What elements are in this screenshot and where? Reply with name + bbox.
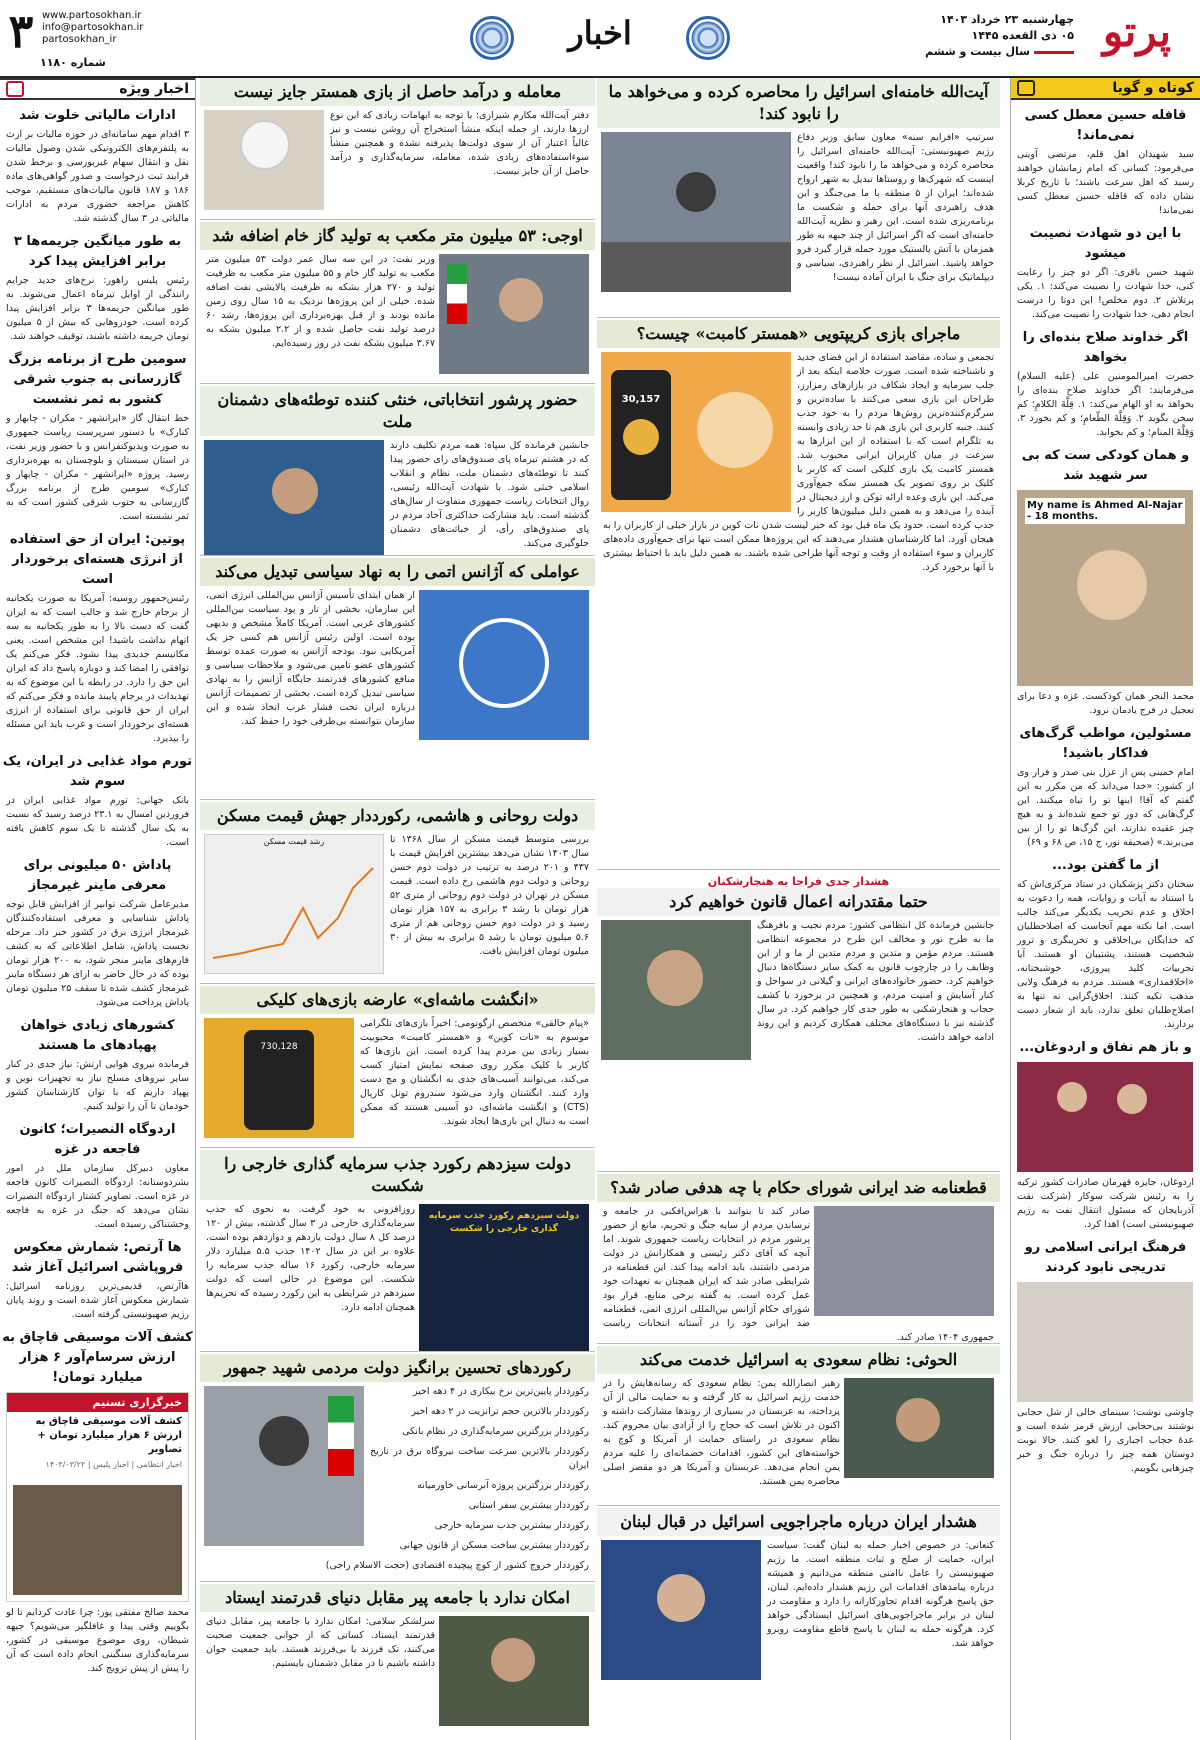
chart-line [213, 868, 373, 958]
special-text: بانک جهانی: تورم مواد غذایی ایران در فروردین امسال به ۲۳.۱ درصد رسید که نسبت به یک سال گذشته تا یک سوم کاهش یافته است. [6, 795, 189, 848]
short-text: امام خمینی پس از عزل بنی صدر و فرار وی از کشور: «خدا می‌داند که من مکرر به این گفتم که آقا! اینها تو را تباه میکنند. این گرگ‌هایی که دور تو جمع شده‌اند و به هیچ چیز عقیده ندارند، این گرگ‌ها تو را از بین می‌برند.» (صحیفه نور، ج ۱۵، ص ۶۸ و ۶۹) [1017, 767, 1194, 848]
short-headline[interactable]: با این دو شهادت نصیبت میشود [1029, 226, 1182, 261]
instruments-photo [13, 1485, 182, 1595]
special-text: رئیس پلیس راهور: نرخ‌های جدید جرایم رانندگی از اوایل تیرماه اعمال می‌شوند. به طور میانگین جریمه‌ها ۳ برابر افزایش پیدا کرده است. خودروهایی که بیش از ۵ میلیون تومان جریمه داشته باشند، توقیف خواهند شد. [6, 275, 190, 342]
special-headline[interactable]: اردوگاه النصیرات؛ کانون فاجعه در غزه [19, 1122, 176, 1157]
article-houthi [597, 1346, 1000, 1506]
kicker: هشدار جدی فراجا به هنجارشکنان [707, 875, 890, 888]
phone-score: 730,128 [260, 1042, 298, 1052]
short-text: سخنان دکتر پزشکیان در ستاد مرکزی‌اش که با استناد به آیات و روایات، همه را دعوت به اخلاق و عدم تخریب یکدیگر می‌کند جالب است. اما نکته مهم آنجاست که اصلاحطلبان که خدایگان بی‌اخلاقی و تخریبگری و ترور شخصیت هستند، پشتیبان او هستند. آیا تجربیات کلید پیروزی، خوشبختانه، «اخلاقمداری» هستند. مردم به فرهنگ ولایی مذهب تکیه کنند. اخلاق‌گرایی نه تنها به اصلاح‌طلبان تعلق ندارد، باید از شعار دست بردارند. [1017, 879, 1194, 1030]
tasnim-title[interactable]: کشف آلات موسیقی قاچاق به ارزش ۶ هزار میلیارد تومان + تصاویر [35, 1416, 182, 1455]
left-sidebar-header: اخبار ویژه [0, 78, 195, 100]
website-link[interactable]: www.partosokhan.ir [42, 10, 142, 21]
date-hijri: ۰۵ ذی القعده ۱۴۴۵ [971, 29, 1074, 42]
article-body: سرتیپ «افرایم سنه» معاون سابق وزیر دفاع رژیم صهیونیستی: آیت‌الله خامنه‌ای اسرائیل را محاصره کرده و می‌خواهد ما را نابود کند! واقعیت اینست که شهرک‌ها و روستاها تبدیل به شهر ارواح شده‌اند؛ ایران از ۵ منطقه با ما می‌جنگد و این هدف راهبردی آنها برای حمله و شکست ما برنامه‌ریزی شده است. این رهبر و نظریه آیت‌الله خامنه‌ای است که اگر اسرائیل از چند جبهه به طور همزمان با آتش بالستیک مورد حمله قرار گیرد فرو خواهد پاشید. اسرائیل از نظر راهبردی، سیاسی و دیپلماتیک برای جنگ با ایران آماده نیست! [797, 132, 994, 283]
headline[interactable]: حتما مقتدرانه اعمال قانون خواهیم کرد [597, 888, 1000, 916]
contact-block [42, 10, 172, 46]
crowd [601, 242, 791, 292]
article-raisi [200, 1354, 595, 1582]
tasnim-brand: خبرگزاری تسنیم [7, 1393, 188, 1412]
article-body: روزافزونی به خود گرفت. به نحوی که جذب سرمایه‌گذاری خارجی در ۳ سال گذشته، بیش از ۱۲۰ درصد کل ۸ سال دولت یازدهم و دوازدهم بوده است. علاوه بر این در سال ۱۴۰۲ جذب ۵.۵ میلیارد دلار سرمایه خارجی، رکورد ۱۶ ساله جذب سرمایه را شکست. این موضوع در حالی است که دولت سیزدهم در شرایطی به این رکورد رسیده که تحریم‌ها همچنان ادامه دارد. [206, 1204, 416, 1313]
short-text: شهید حسن باقری: اگر دو چیز را رعایت کنی، خدا شهادت را نصیبت می‌کند: ۱. یکی پرتلاش ۲. دوم مخلص! این دوتا را درست انجام دهی، خدا شهادت را نصیبت می‌کند. [1017, 267, 1194, 320]
person-figure [499, 278, 543, 322]
headline[interactable]: حضور پرشور انتخاباتی، خنثی کننده توطئه‌های دشمنان ملت [200, 386, 595, 436]
housing-chart [204, 834, 384, 974]
special-text: مدیرعامل شرکت توانیر از افزایش قابل توجه پاداش شناسایی و معرفی استفاده‌کنندگان غیرمجاز انرژی برق در کشور خبر داد. مرحله نخست پاداش، شامل اطلاعاتی که به کشف فارم‌های ماینر منجر شود، به ۲۰۰ هزار تومان بوده که در حال حاضر به ازای هر دستگاه ماینر غیرمجاز کشف شده تا سقف ۲۵ میلیون تومان پاداش پرداخت می‌شود. [6, 899, 190, 1008]
person-figure [491, 1638, 535, 1682]
article-body: بررسی متوسط قیمت مسکن از سال ۱۳۶۸ تا سال ۱۴۰۳ نشان می‌دهد بیشترین افزایش قیمت با ۴۳۷ و ۲۰۱ درصد به ترتیب در دولت دوم حسن روحانی و دولت دوم هاشمی رخ داده است. قیمت مسکن در تهران در دولت دوم روحانی از متری ۵۲ هزار تومان با رشد ۳ برابری به ۱۵۷ هزار تومان رسید و در دولت دوم حسن روحانی هم از متری ۵.۶ میلیون تومان با رشد ۵ برابری به بیش از ۳۰ میلیون تومان افزایش یافت. [390, 834, 589, 957]
article-hozoor [200, 386, 595, 556]
article-salami [200, 1584, 595, 1740]
special-headline[interactable]: پاداش ۵۰ میلیونی برای معرفی ماینر غیرمجاز [23, 858, 172, 893]
article-body: جانشین فرمانده کل انتظامی کشور: مردم نجیب و بافرهنگ ما به طرح نور و مخالف این طرح در مجموعه انتظامی هستند. مردم مؤمن و متدین و مردم متدین از ما و از این وظایف را در چارچوب قانون به کمک سایر دستگاه‌ها دنبال خواهیم کرد. حضور خانواده‌های ایرانی و گیلانی در سواحل و کنار آسایش و امنیت مردم، و همچنین در برخورد با کشف حجاب و هنجارشکنی به طور جدی کار خواهیم کرد. در سال گذشته نیز با دستگاه‌های مختلف همکاری کردیم و این روند ادامه خواهد داشت. [757, 920, 994, 1043]
short-headline[interactable]: فرهنگ ایرانی اسلامی رو تدریجی نابود کردند [1024, 1240, 1187, 1275]
child-face [1077, 550, 1147, 620]
person-figure [1057, 1082, 1087, 1112]
headline[interactable]: دولت سیزدهم رکورد جذب سرمایه گذاری خارجی را شکست [200, 1150, 595, 1200]
article-body: تجمعی و ساده، مقاصد استفاده از این فضای جدید و ناشناخته شده است. صورت خلاصه اینکه بعد از جلب سرمایه و ایجاد شکاف در بازارهای رمزارز، طراحان این بازی سعی می‌کنند با ساده‌ترین و سرگرم‌کننده‌ترین روش‌ها مردم را به خود جذب کنند. جنبه کاربری این بازی هم تا حد زیادی وابسته به تلگرام است که با استفاده از این ابزارها به سرعت در میان کاربران ایرانی محبوب شد. همستر کامبت یک بازی کلیکی است که کاربر با کلیک بر روی تصویر یک همستر سکه جمع‌آوری می‌کند. این بازی وعده ارائه توکن و ارز دیجیتال در آینده را می‌دهد و به همین دلیل میلیون‌ها کاربر را جذب کرده است. حدود یک ماه قبل بود که خبر لیست شدن نات کوین در بازار خیلی از کاربران را به هیجان آورد. اما کارشناسان هشدار می‌دهند که این پروژه‌ها ممکن است تنها برای جمع‌آوری داده‌های کاربران و سوء استفاده از وقت و توجه آنها طراحی شده باشند. به همین دلیل باید با احتیاط بیشتری با آنها برخورد کرد. [603, 352, 994, 573]
article-angosht [200, 986, 595, 1148]
headline[interactable]: قطعنامه ضد ایرانی شورای حکام با چه هدفی صادر شد؟ [597, 1174, 1000, 1202]
record-item: رکورددار بالاترین سرعت ساخت نیروگاه برق در تاریخ ایران [370, 1446, 589, 1471]
record-item: رکورددار خروج کشور از کوچ پیچیده اقتصادی (حجت الاسلام راجی) [325, 1560, 589, 1571]
short-headline[interactable]: مسئولین، مواظب گرگ‌های فداکار باشید! [1019, 726, 1192, 761]
headline[interactable]: رکوردهای تحسین برانگیز دولت مردمی شهید جمهور [200, 1354, 595, 1382]
phone-finger-image [204, 1018, 354, 1138]
tasnim-meta: اخبار انتظامی | اخبار پلیس | ۱۴۰۳/۰۳/۲۲ [45, 1460, 182, 1469]
article-qatnameh [597, 1174, 1000, 1344]
person-figure [272, 468, 318, 514]
left-sidebar [0, 78, 196, 1740]
special-headline[interactable]: کشف آلات موسیقی قاچاق به ارزش سرسام‌آور ۶ هزار میلیارد تومان! [2, 1330, 193, 1385]
article-owji [200, 222, 595, 384]
ornament-icon [686, 16, 730, 60]
ornament-icon [470, 16, 514, 60]
article-body: سرلشکر سلامی: امکان ندارد با جامعه پیر، مقابل دنیای قدرتمند ایستاد. کسانی که از جوانی جمعیت صحبت می‌کنند، تک فرزند یا بی‌فرزند هستند. باید جمعیت جوان داشته باشیم تا در مقابل دشمنان بایستیم. [206, 1616, 435, 1669]
article-crypto [597, 320, 1000, 870]
headline[interactable]: الحوثی: نظام سعودی به اسرائیل خدمت می‌کند [597, 1346, 1000, 1374]
social-handle[interactable]: partosokhan_ir [42, 34, 117, 45]
person-figure [647, 950, 703, 1006]
masthead [0, 0, 1200, 78]
section-title: اخبار [568, 14, 632, 52]
housing-line-chart [204, 848, 383, 968]
red-bar [1034, 51, 1074, 54]
tasnim-screenshot [6, 1392, 189, 1602]
headline[interactable]: هشدار ایران درباره ماجراجویی اسرائیل در قبال لبنان [597, 1508, 1000, 1536]
person-figure [259, 1416, 309, 1466]
short-text: چاوشی نوشت: سینمای خالی از شل حجابی نوشتند بی‌حجابی ارزش قرمز شده است و عدهٔ حجاب اجباری را لغو کنند. حالا نوبت دوستان همه چیز را درباره جنگ و خبر چیزهایی بگوییم. [1017, 1407, 1194, 1474]
short-headline[interactable]: اگر خداوند صلاح بنده‌ای را بخواهد [1022, 330, 1189, 365]
short-text: اردوغان، جایزه قهرمان صادرات کشور ترکیه را به رئیس شرکت سوکار (شرکت نفت آذربایجان که مسئول انتقال نفت به رژیم صهیونیستی است) اهدا کرد. [1017, 1177, 1194, 1230]
article-body: دفتر آیت‌الله مکارم شیرازی: با توجه به ابهامات زیادی که این نوع ارزها دارند، از جمله اینکه منشأ استخراج آن روشن نیست و نیز غالباً اعتبار آن از سوی دولت‌ها پذیرفته نشده و همچنین منشأ سوءاستفاده‌های زیادی شده، معامله، سرمایه‌گذاری و درآمد حاصل از آن جایز نیست. [330, 110, 589, 177]
person-figure [657, 1574, 705, 1622]
short-headline[interactable]: و همان کودکی ست که بی سر شهید شد [1021, 448, 1190, 483]
short-text: سید شهیدان اهل قلم، مرتضی آوینی می‌فرمود: کسانی که امام زمانشان خواهند رسید که اهل سرعت باشند؛ با تاریخ کربلا نشان داده که قافله حسین معطل کسی نمی‌ماند! [1017, 149, 1194, 216]
iaea-meeting-photo [814, 1206, 994, 1316]
hamster-figure [697, 392, 773, 468]
special-text: معاون دبیرکل سازمان ملل در امور بشردوستانه: اردوگاه النصیرات کانون فاجعه در غزه است. تصاویر کشتار اردوگاه النصیرات نشان می‌دهد که جنگ در غزه به فاجعه وحشتناکی رسیده است. [6, 1163, 189, 1230]
un-emblem-icon [459, 618, 549, 708]
article-lebanon [597, 1508, 1000, 1740]
person-figure [1117, 1084, 1147, 1114]
cinema-photo [1017, 1282, 1193, 1402]
article-khamenei [597, 78, 1000, 318]
phone-score: 30,157 [621, 394, 661, 405]
person-figure [676, 172, 716, 212]
headline[interactable]: اوجی: ۵۳ میلیون متر مکعب به تولید گاز خام اضافه شد [200, 222, 595, 250]
special-text: محمد صالح مفتقی پور: چرا عادت کردایم تا لو بگوییم وقتی پیدا و غافلگیر می‌شویم؟ جیهه شیطان، روی موضوع موسیقی در کشور، سرمایه‌گذاری سنگینی انجام داده است که آن را پیش از پیش ترویج کند. [6, 1607, 189, 1674]
right-sidebar-header: کوتاه و گویا [1011, 78, 1200, 100]
short-headline[interactable]: قافله حسین معطل کسی نمی‌ماند! [1024, 108, 1187, 143]
note-icon [1017, 80, 1035, 96]
headline[interactable]: دولت روحانی و هاشمی، رکورددار جهش قیمت مسکن [200, 802, 595, 830]
date-block [924, 12, 1074, 60]
special-text: فرمانده نیروی هوایی ارتش: نیاز جدی در کنار سایر نیروهای مسلح نیاز به تجهیزات نوین و پهپاد داریم که با توان کارشناسان کشور خودمان تا آن را تولید کنیم. [6, 1059, 189, 1112]
volume-line: سال بیست و ششم [924, 44, 1074, 60]
article-police [597, 872, 1000, 1172]
record-item: رکورددار پایین‌ترین نرخ بیکاری در ۴ دهه اخیر [412, 1386, 589, 1397]
checkmark-icon [6, 81, 24, 97]
special-text: هاآرتص، قدیمی‌ترین روزنامه اسرائیل: شمارش معکوس آغاز شده است و روند پایان رژیم صهیونیستی گرفته است. [6, 1281, 189, 1320]
special-headline[interactable]: ادارات مالیاتی خلوت شد [19, 108, 176, 123]
short-text: حضرت امیرالمومنین علی (علیه السلام) می‌فرمایند: اگر خداوند صلاح بنده‌ای را بخواهد به او الهام می‌کند: ۱. قِلَّةَ الکلامِ؛ کم سخن بگوید ۲. وَقِلَّةَ الطّعامِ؛ و کم بخورد ۳. وَقِلَّةَ المنام؛ و کم بخوابد. [1017, 371, 1194, 438]
investment-infographic [419, 1204, 589, 1352]
phone-graphic [611, 370, 671, 500]
short-headline[interactable]: از ما گفتن بود... [1052, 858, 1159, 873]
record-item: رکورددار بزرگترین پروژه آبرسانی خاورمیانه [417, 1480, 589, 1491]
article-body: رهبر انصارالله یمن: نظام سعودی که رسانه‌هایش را در خدمت رژیم اسرائیل به کار گرفته و به حمایت مالی از آن پرداخته، به عربستان در بسیاری از روندها مشارکت داشته و اکنون در تلاش است که حجاج را از آزادی بیان محروم کند. نظام سعودی در راستای حمایت از آمریکا و کوچ به خواسته‌های این کشور، اقدامات خصمانه‌ای را علیه مردم یمن انجام می‌دهد. عربستان و آمریکا هر دو مقصر اصلی محاصره یمن هستند. [603, 1378, 840, 1487]
coin-icon [623, 419, 659, 455]
article-makarem [200, 78, 595, 220]
headline[interactable]: عواملی که آژانس اتمی را به نهاد سیاسی تبدیل می‌کند [200, 558, 595, 586]
article-sarmaye [200, 1150, 595, 1352]
date-persian: چهارشنبه ۲۳ خرداد ۱۴۰۳ [940, 13, 1074, 26]
special-headline[interactable]: پوتین: ایران از حق استفاده از انرژی هسته‌ای برخوردار است [9, 532, 186, 587]
phone-graphic [244, 1030, 314, 1130]
police-commander-photo [601, 920, 751, 1060]
special-headline[interactable]: ها آرتص: شمارش معکوس فروپاشی اسرائیل آغاز شد [11, 1240, 184, 1275]
headline[interactable]: «انگشت ماشه‌ای» عارضه بازی‌های کلیکی [200, 986, 595, 1014]
spokesman-photo [601, 1540, 761, 1680]
special-headline[interactable]: به طور میانگین جریمه‌ها ۳ برابر افزایش پیدا کرد [13, 234, 182, 269]
chart-caption: رشد قیمت مسکن [263, 837, 325, 846]
cleric-photo [204, 110, 324, 210]
oil-minister-photo [439, 254, 589, 374]
special-headline[interactable]: تورم مواد غذایی در ایران، یک سوم شد [2, 754, 193, 789]
record-item: رکورددار بزرگترین سرمایه‌گذاری در نظام بانکی [402, 1426, 589, 1437]
headline[interactable]: آیت‌الله خامنه‌ای اسرائیل را محاصره کرده و می‌خواهد ما را نابود کند! [597, 78, 1000, 128]
child-photo [1017, 490, 1193, 686]
headline[interactable]: معامله و درآمد حاصل از بازی همستر جایز نیست [200, 78, 595, 106]
infographic-title: دولت سیزدهم رکورد جذب سرمایه گذاری خارجی را شکست [428, 1211, 580, 1234]
article-maskan [200, 802, 595, 984]
photo-caption-overlay: My name is Ahmed Al-Najar - 18 months. [1025, 498, 1185, 524]
salami-photo [439, 1616, 589, 1726]
raisi-photo [204, 1386, 364, 1546]
record-item: رکورددار بالاترین حجم ترانزیت در ۲ دهه اخیر [411, 1406, 589, 1417]
special-text: خط انتقال گاز «ایرانشهر - مکران - چابهار و کنارک» با دستور سرپرست ریاست جمهوری به صورت ویدیوکنفرانس و با حضور وزیر نفت، در استان سیستان و بلوچستان به بهره‌برداری رسید. پروژه «ایرانشهر - مکران - چابهار و کنارک» سومین طرح از برنامه بزرگ گازرسانی به جنوب شرقی کشور است که به ثمر نشسته است. [6, 413, 189, 522]
short-headline[interactable]: و باز هم نفاق و اردوغان... [1019, 1040, 1192, 1055]
special-text: ۳ اقدام مهم سامانه‌ای در حوزه مالیات بر ارث به پلتفرم‌های الکترونیکی شدن وصول مالیات نقل و انتقال سهام غیربورسی و برخط شدن فرایند ثبت درخواست و صدور گواهی‌های ماده ۱۸۶ و ۱۸۷ قانون مالیات‌های مستقیم، موجب کاهش مراجعه حضوری مردم به ادارات مالیاتی در ۳ سال گذشته شد. [6, 129, 189, 224]
article-body: «پیام خالقی» متخصص ارگونومی: اخیراً بازی‌های تلگرامی موسوم به «نات کوین» و «همستر کامبت» محبوبیت بسیار زیادی بین مردم پیدا کرده است. این بازی‌ها که کاربر با کلیک مکرر روی صفحه نمایش امتیاز کسب می‌کند، می‌توانند آسیب‌های جدی به انگشتان و مچ دست وارد کنند. انگشتان وارد می‌شود سندروم تونل کارپال (CTS) و انگشت ماشه‌ای، دو آسیبی هستند که ممکن است به دنبال این بازی‌ها ایجاد شوند. [360, 1018, 589, 1127]
person-figure [240, 120, 290, 170]
special-headline[interactable]: سومین طرح از برنامه بزرگ گازرسانی به جنوب شرقی کشور به ثمر نشست [8, 352, 187, 407]
article-body: صادر کند تا بتوانند با هراس‌افکنی در جامعه و ترساندن مردم از سایه جنگ و تحریم، مانع از حضور پرشور مردم در انتخابات ریاست جمهوری شوند. اما آنچه که آقای دکتر رئیسی و همکارانش در دولت مردمی داشتند، باید ادامه پیدا کند. این قطعنامه در شرایطی صادر شد که ایران همچنان به تعهدات خود عمل کرده است. به گفته برخی منابع، قرار بود شورای حکام آژانس بین‌المللی انرژی اتمی، قطعنامه ضد ایرانی خود را در آستانه انتخابات ریاست جمهوری ۱۴۰۴ صادر کند. [603, 1206, 994, 1343]
special-headline[interactable]: کشورهای زیادی خواهان پهپادهای ما هستند [20, 1018, 175, 1053]
flag-icon [447, 264, 467, 324]
record-item: رکورددار بیشترین ساخت مسکن از قانون جهانی [399, 1540, 589, 1551]
commander-photo [204, 440, 384, 556]
article-body: کنعانی: در خصوص اخبار حمله به لبنان گفت: سیاست ایران، حمایت از صلح و ثبات منطقه است. ما رژیم صهیونیستی را عامل ناامنی منطقه می‌دانیم و همیشه درباره پیامدهای اقدامات این رژیم هشدار داده‌ایم. لبنان، حق پاسخ هرگونه اقدام تجاوزکارانه را دارد و مقاومت در لبنان در برابر ماجراجویی‌های اسرائیل ایستادگی خواهد کرد. هرگونه حمله به لبنان با پاسخ قاطع مقاومت روبرو خواهد شد. [767, 1540, 994, 1649]
headline[interactable]: امکان ندارد با جامعه پیر مقابل دنیای قدرتمند ایستاد [200, 1584, 595, 1612]
special-text: رئیس‌جمهور روسیه: آمریکا به صورت یکجانبه از برجام خارج شد و جالب است که به ایران گفت که دست بالا را به طور یکجانبه به سه اتهام نداشت باشید! این مشخص است. یعنی مکانیسم جدیدی پیدا نشود. فکر می‌کنم یک توافقی را امضا کند و دوباره پاسخ داد که ایران این حق را دارد. در رابطه با این موضوع که به تهدیدات در برجام پایبند مانده و فکر می‌کنم که ایران از حق قانونی برای استفاده از انرژی هسته‌ای برخوردار است و غرب باید این مسئله را بپذیرد. [6, 593, 189, 744]
record-item: رکورددار بیشترین جذب سرمایه خارجی [434, 1520, 589, 1531]
newspaper-logo[interactable]: پرتو [1102, 7, 1172, 56]
right-sidebar [1010, 78, 1200, 1740]
email-link[interactable]: info@partosokhan.ir [42, 22, 144, 33]
houthi-photo [844, 1378, 994, 1478]
un-flag-photo [419, 590, 589, 740]
page-number: ۳ [8, 4, 34, 58]
article-body: جانشین فرمانده کل سپاه: همه مردم تکلیف دارند که در هشتم تیرماه پای صندوق‌های رای حضور پیدا کنند تا توطئه‌های دشمنان ملت، نظام و انقلاب اسلامی خنثی شود. با شهادت آیت‌الله رئیسی، روال انتخابات ریاست جمهوری متفاوت از سال‌های گذشته است. باید مشارکت حداکثری آحاد مردم در پای صندوق‌های رأی، از خباثت‌های دشمنان جلوگیری می‌کند. [390, 440, 589, 549]
record-item: رکورددار بیشترین سفر استانی [468, 1500, 589, 1511]
short-text: محمد النجر همان کودکست. غزه و دعا برای تعجیل در فرج یادمان نرود. [1017, 691, 1194, 716]
article-body: از همان ابتدای تأسیس آژانس بین‌المللی انرژی اتمی، این سازمان، بخشی از تار و پود سیاست بین‌المللی کشورهای غربی است. آمریکا کاملاً مشخص و بدیهی بوده است. اولین رئیس آژانس هم کسی جز یک آمریکایی نبود. بودجه آژانس به صورت عمده توسط کشورهای عضو تامین می‌شود و ملاحظات سیاسی و منافع کشورهای قدرتمند جایگاه آژانس را به نهادی سیاسی تبدیل کرده است. بخشی از تصمیمات آژانس درباره ایران تحت فشار غرب اتخاذ شده و این سازمان نتوانسته بی‌طرفی خود را حفظ کند. [206, 590, 415, 727]
flag-icon [328, 1396, 354, 1476]
issue-number: شماره ۱۱۸۰ [40, 56, 106, 69]
article-iaea [200, 558, 595, 800]
person-figure [896, 1398, 940, 1442]
article-body: وزیر نفت: در این سه سال عمر دولت ۵۳ میلیون متر مکعب به تولید گاز خام و ۵۵ میلیون متر مکعب به ظرفیت تولید و ۲۷۰ هزار بشکه به ظرفیت پالایشی نفت اضافه شده. خیلی از این پروژه‌ها نزدیک به ۱۵ سال روی زمین مانده بودند و از قبل بهره‌برداری این پروژه‌ها، رشد ۶۰ درصد تولید نفت حاصل شده و از ۲.۲ میلیون بشکه به ۳.۶۷ میلیون بشکه نفت در روز رسیده‌ایم. [206, 254, 435, 349]
erdogan-photo [1017, 1062, 1193, 1172]
headline[interactable]: ماجرای بازی کریپتویی «همستر کامبت» چیست؟ [597, 320, 1000, 348]
hamster-image [601, 352, 791, 512]
leader-photo [601, 132, 791, 292]
